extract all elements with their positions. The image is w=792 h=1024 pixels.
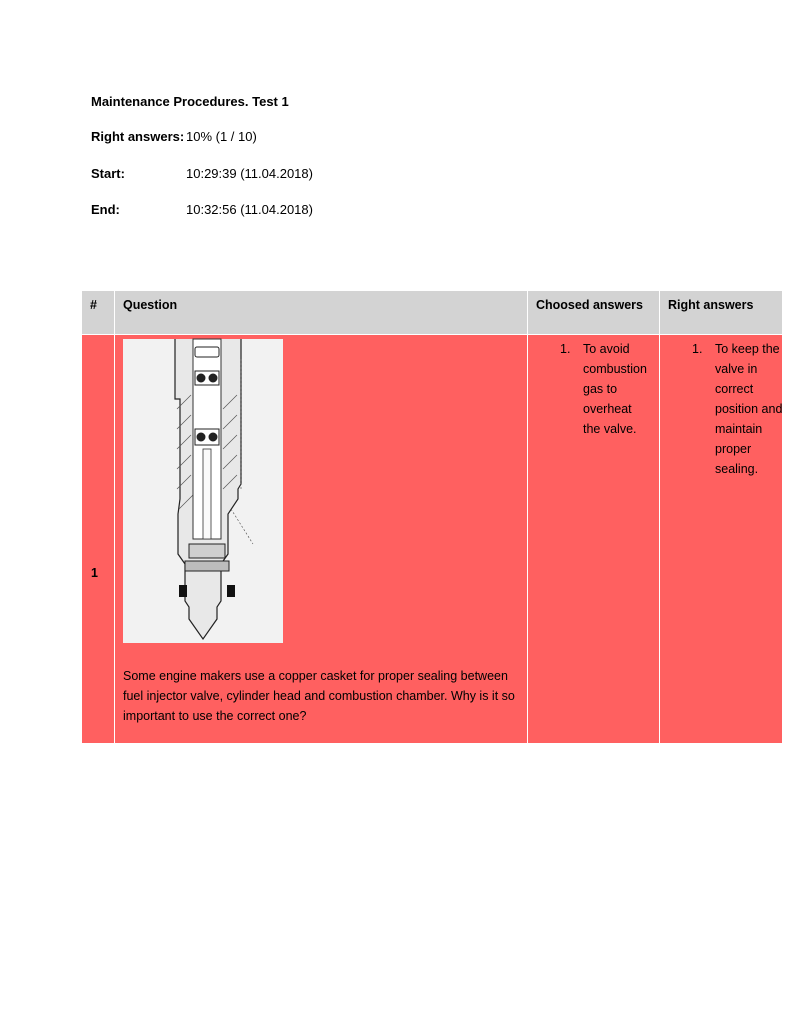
page-title: Maintenance Procedures. Test 1 [91, 94, 289, 109]
question-text: Some engine makers use a copper casket for proper sealing between fuel injector valve, cylinder head and combustion chamber. Why is it so important to use the correct one? [123, 669, 515, 723]
header-question: Question [123, 298, 178, 312]
column-divider [114, 291, 115, 743]
right-answer-text: To keep the valve in correct position and maintain proper sealing. [715, 342, 783, 476]
right-answers-value: 10% (1 / 10) [186, 129, 257, 144]
table-row [82, 335, 782, 743]
fuel-injector-diagram [123, 339, 283, 643]
header-right-answers: Right answers [668, 298, 754, 312]
fuel-injector-drawing [123, 339, 283, 643]
right-answers-label: Right answers: [91, 129, 185, 144]
row-number: 1 [91, 566, 98, 580]
header-chosen-answers: Choosed answers [536, 298, 643, 312]
start-label: Start: [91, 166, 125, 181]
end-value: 10:32:56 (11.04.2018) [186, 202, 313, 217]
column-divider [527, 291, 528, 743]
start-value: 10:29:39 (11.04.2018) [186, 166, 313, 181]
right-answer-number: 1. [692, 342, 703, 356]
end-label: End: [91, 202, 120, 217]
chosen-answer-text: To avoid combustion gas to overheat the valve. [583, 342, 647, 436]
chosen-answer-number: 1. [560, 342, 571, 356]
report-header [91, 92, 313, 217]
column-divider [659, 291, 660, 743]
header-number: # [90, 298, 97, 312]
table-header-row [82, 291, 782, 334]
